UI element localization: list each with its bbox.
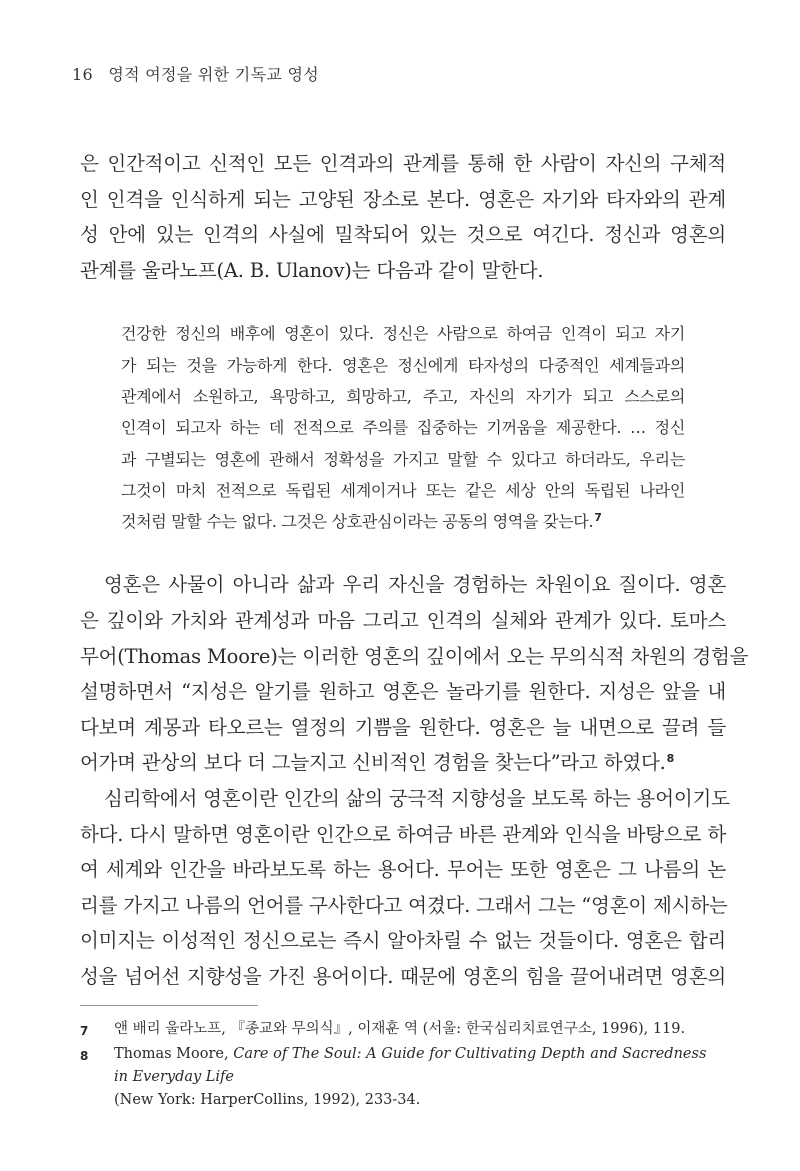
quote-line: 관계에서 소원하고, 욕망하고, 희망하고, 주고, 자신의 자기가 되고 스스로의	[121, 386, 685, 406]
footnote-8	[80, 1043, 720, 1112]
text-line: 인 인격을 인식하게 되는 고양된 장소로 본다. 영혼은 자기와 타자와의 관계	[80, 187, 726, 211]
footnote-text	[114, 1043, 720, 1112]
text-line: 하다. 다시 말하면 영혼이란 인간으로 하여금 바른 관계와 인식을 바탕으로 하	[80, 822, 726, 846]
running-header	[72, 62, 319, 85]
footnotes	[80, 1018, 720, 1112]
quote-line: 인격이 되고자 하는 데 전적으로 주의를 집중하는 기꺼움을 제공한다. … 정신	[121, 418, 685, 438]
text-line: 설명하면서 “지성은 알기를 원하고 영혼은 놀라기를 원한다. 지성은 앞을 내	[80, 680, 726, 704]
page-number: 16	[72, 65, 93, 84]
text-line: 다보며 계몽과 타오르는 열정의 기쁨을 원한다. 영혼은 늘 내면으로 끌려 들	[80, 715, 726, 739]
footnote-ref-8[interactable]: 8	[666, 751, 675, 765]
quote-line: 과 구별되는 영혼에 관해서 정확성을 가지고 말할 수 있다고 하더라도, 우리는	[121, 449, 685, 469]
footnote-ref-7[interactable]: 7	[594, 510, 602, 524]
text-line: 영혼은 사물이 아니라 삶과 우리 자신을 경험하는 차원이요 질이다. 영혼	[104, 573, 726, 597]
footnote-text: 앤 배리 울라노프, 『종교와 무의식』, 이재훈 역 (서울: 한국심리치료연구소, 1996), 119.	[114, 1021, 686, 1037]
text-line: 성을 넘어선 지향성을 가진 용어이다. 때문에 영혼의 힘을 끌어내려면 영혼의	[80, 964, 726, 988]
footnote-7	[80, 1018, 720, 1043]
text-line: 은 깊이와 가치와 관계성과 마음 그리고 인격의 실체와 관계가 있다. 토마스	[80, 609, 726, 633]
book-title: 영적 여정을 위한 기독교 영성	[108, 65, 319, 84]
footnote-number: 7	[80, 1024, 89, 1038]
paragraph-3	[80, 781, 730, 995]
text-line: 성 안에 있는 인격의 사실에 밀착되어 있는 것으로 여긴다. 정신과 영혼의	[80, 223, 726, 247]
text-line: 무어(Thomas Moore)는 이러한 영혼의 깊이에서 오는 무의식적 차원의 경험을	[80, 644, 749, 668]
quote-text: 것처럼 말할 수는 없다. 그것은 상호관심이라는 공동의 영역을 갖는다.	[121, 512, 594, 532]
quote-line: 건강한 정신의 배후에 영혼이 있다. 정신은 사람으로 하여금 인격이 되고 자기	[121, 324, 685, 344]
footnote-number: 8	[80, 1049, 89, 1063]
quote-line: 가 되는 것을 가능하게 한다. 영혼은 정신에게 타자성의 다중적인 세계들과의	[121, 355, 685, 375]
text-line: 이미지는 이성적인 정신으로는 즉시 알아차릴 수 없는 것들이다. 영혼은 합리	[80, 929, 726, 953]
paragraph-2	[80, 567, 749, 781]
text-line: 여 세계와 인간을 바라보도록 하는 용어다. 무어는 또한 영혼은 그 나름의 논	[80, 858, 726, 882]
footnote-publication: (New York: HarperCollins, 1992), 233-34.	[114, 1092, 421, 1108]
text-line-last	[80, 745, 726, 781]
footnote-book-title: Care of The Soul: A Guide for Cultivating Depth and Sacredness in Everyday Life	[114, 1046, 707, 1085]
quote-line: 그것이 마치 전적으로 독립된 세계이거나 또는 같은 세상 안의 독립된 나라인	[121, 480, 685, 500]
footnote-author: Thomas Moore,	[114, 1046, 234, 1062]
text-line: 리를 가지고 나름의 언어를 구사한다고 여겼다. 그래서 그는 “영혼이 제시하는	[80, 893, 728, 917]
footnote-divider	[80, 1005, 258, 1006]
paragraph-1	[80, 146, 726, 288]
main-text	[80, 146, 749, 995]
quote-line-last	[121, 506, 685, 537]
text-line: 관계를 울라노프(A. B. Ulanov)는 다음과 같이 말한다.	[80, 258, 544, 282]
text-line: 은 인간적이고 신적인 모든 인격과의 관계를 통해 한 사람이 자신의 구체적	[80, 152, 726, 175]
block-quote	[121, 318, 685, 537]
line-text: 어가며 관상의 보다 더 그늘지고 신비적인 경험을 찾는다”라고 하였다.	[80, 751, 666, 775]
text-line: 심리학에서 영혼이란 인간의 삶의 궁극적 지향성을 보도록 하는 용어이기도	[104, 787, 730, 811]
